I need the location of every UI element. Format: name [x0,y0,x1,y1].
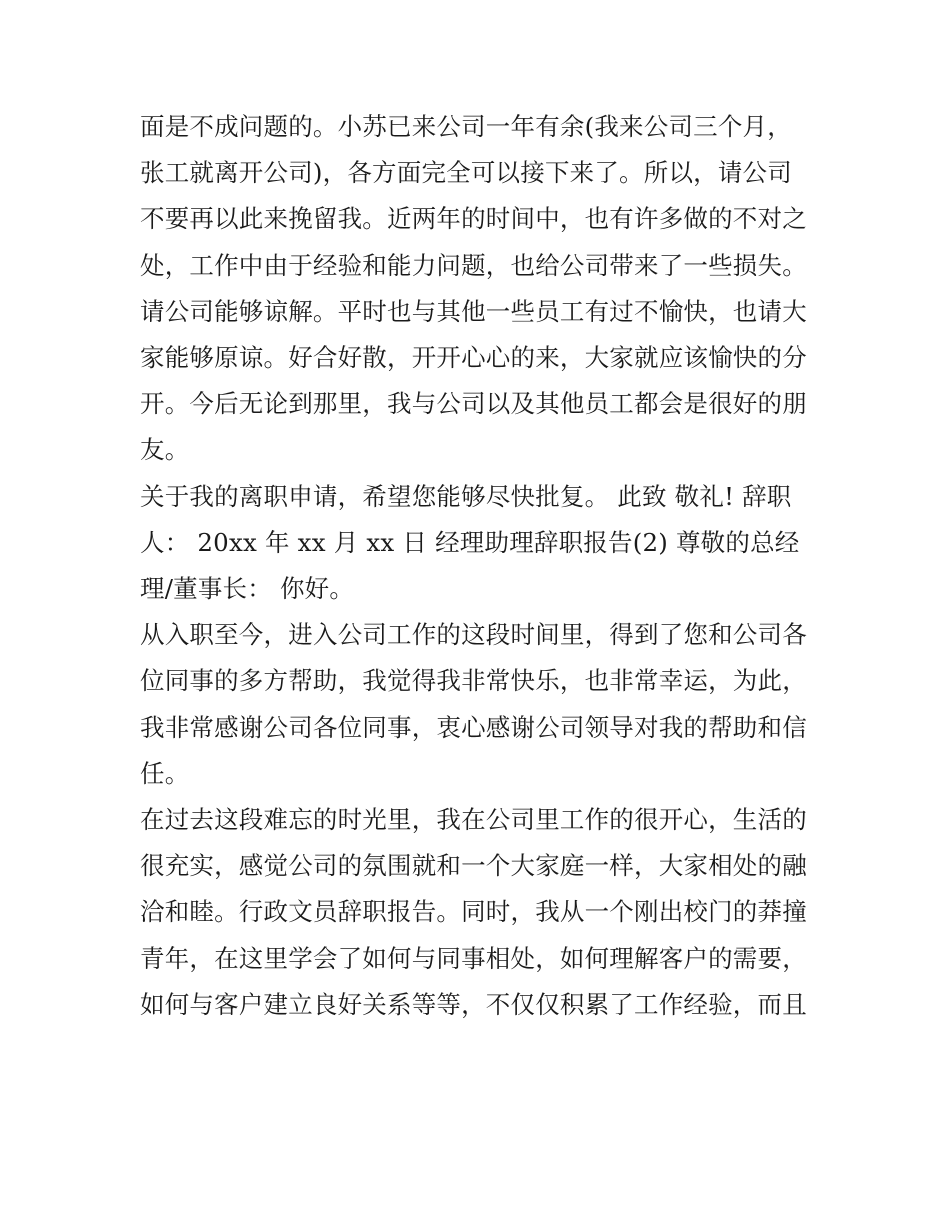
document-body [140,104,820,1028]
paragraph-4: 在过去这段难忘的时光里，我在公司里工作的很开心，生活的 很充实，感觉公司的氛围就和一个大家庭一样，大家相处的融 洽和睦。行政文员辞职报告。同时，我从一个刚出校门的莽撞 青年，在这里学会了如何与同事相处，如何理解客户的需要， 如何与客户建立良好关系等等，不仅仅积累了工作经验，而且 [140,805,807,1019]
paragraph-1: 面是不成问题的。小苏已来公司一年有余(我来公司三个月， 张工就离开公司)，各方面完全可以接下来了。所以，请公司 不要再以此来挽留我。近两年的时间中，也有许多做的不对之 处，工作中由于经验和能力问题，也给公司带来了一些损失。 请公司能够谅解。平时也与其他一些员工有过不愉快，也请大 家能够原谅。好合好散，开开心心的来，大家就应该愉快的分 开。今后无论到那里，我与公司以及其他员工都会是很好的朋 友。 [140,112,807,465]
paragraph-2: 关于我的离职申请，希望您能够尽快批复。 此致 敬礼! 辞职 人： 20xx 年 xx 月 xx 日 经理助理辞职报告(2) 尊敬的总经 理/董事长： 你好。 [140,481,800,604]
paragraph-3: 从入职至今，进入公司工作的这段时间里，得到了您和公司各 位同事的多方帮助，我觉得我非常快乐，也非常幸运，为此， 我非常感谢公司各位同事，衷心感谢公司领导对我的帮助和信 任。 [140,620,807,788]
